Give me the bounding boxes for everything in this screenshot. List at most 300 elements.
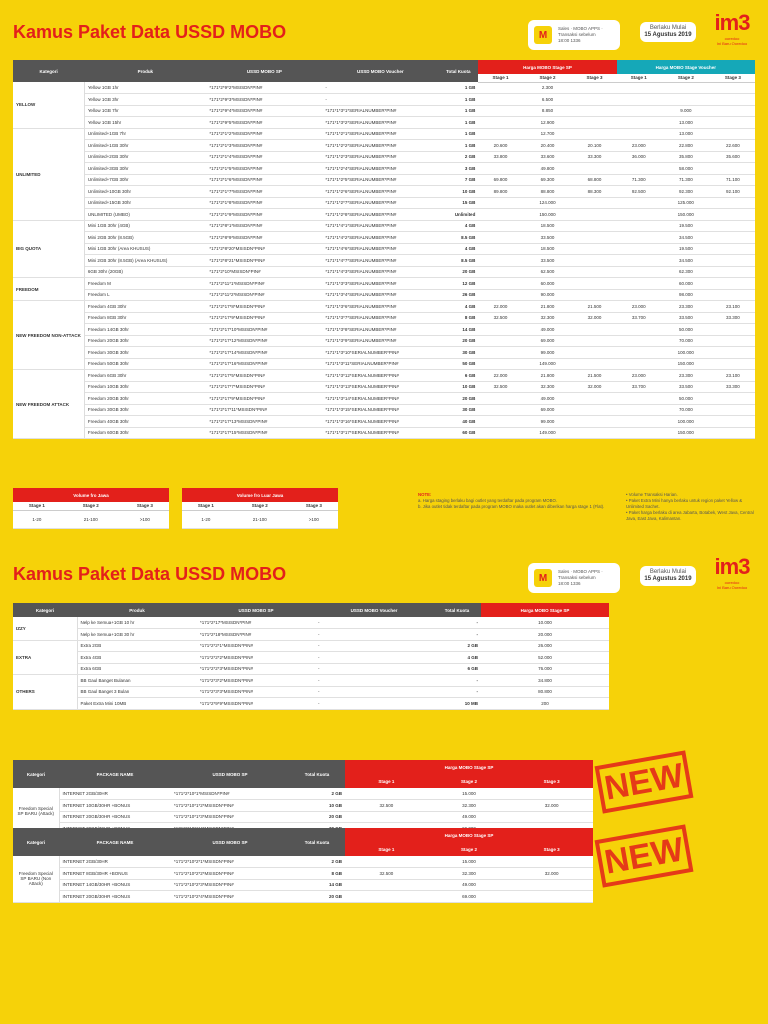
ussd-voucher-cell: *171*1*2*3*SERIALNUMBER*PIN#: [322, 151, 438, 163]
price-cell-s2: 15.000: [428, 788, 511, 800]
s1-col-ussd-sp: USSD MOBO SP: [171, 760, 289, 788]
table-row: [13, 140, 755, 152]
table-row: [13, 652, 609, 664]
price-cell-s2: 21.800: [523, 370, 573, 382]
produk-cell: Yellow 1GB 15hr: [84, 117, 206, 129]
price-cell-v3: [711, 105, 755, 117]
price-cell-s1: [478, 117, 522, 129]
kuota-cell: 15 GB: [438, 197, 478, 209]
ussd-sp-cell: *171*2*8*21*MSISDN*PIN#: [206, 255, 322, 267]
package-name-cell: INTERNET 14GB/30HR +BONUS: [59, 879, 171, 891]
price-cell-s3: [510, 788, 593, 800]
produk-cell: Mini 2GB 30hr (8.5GB): [84, 232, 206, 244]
price-cell-s1: [478, 255, 522, 267]
table-row: [13, 686, 609, 698]
price-cell-s1: 22.000: [478, 370, 522, 382]
price-cell-v1: 33.700: [617, 381, 661, 393]
kuota-cell: 7 GB: [438, 174, 478, 186]
price-cell-s2: 124.000: [523, 197, 573, 209]
price-cell-v1: [617, 94, 661, 106]
notes-block: [418, 492, 614, 510]
package-name-cell: INTERNET 10GB/30HR +BONUS: [59, 800, 171, 812]
price-cell-s1: [478, 220, 522, 232]
price-cell-v3: 22.600: [711, 140, 755, 152]
volume-jawa-title: Volume fro Jawa: [13, 488, 169, 502]
price-cell-s1: [478, 94, 522, 106]
price-cell-s2: 49.000: [523, 324, 573, 336]
price-cell-v1: 33.700: [617, 312, 661, 324]
vj-stage3-header: Stage 3: [121, 502, 169, 510]
produk-cell: Freedom 20GB 30hr: [84, 335, 206, 347]
ussd-sp-cell: *171*2*1*8*MSISDN*PIN#: [206, 197, 322, 209]
ussd-voucher-cell: *171*1*3*7*SERIALNUMBER*PIN#: [322, 312, 438, 324]
price-cell-s1: [478, 289, 522, 301]
ussd-voucher-cell: *171*1*3*8*SERIALNUMBER*PIN#: [322, 324, 438, 336]
ussd-voucher-cell: -: [315, 663, 433, 675]
price-cell-v2: 92.300: [661, 186, 711, 198]
price-cell-s3: 32.000: [510, 800, 593, 812]
price-cell-s1: [478, 324, 522, 336]
kuota-cell: -: [433, 617, 481, 629]
category-cell: EXTRA: [13, 640, 77, 675]
ussd-voucher-cell: *171*1*3*9*SERIALNUMBER*PIN#: [322, 335, 438, 347]
s1-col-package: PACKAGE NAME: [59, 760, 171, 788]
price-cell-s3: [572, 82, 616, 94]
package-name-cell: INTERNET 2GB/30HR: [59, 856, 171, 868]
produk-cell: Unlimited+7GB 30hr: [84, 174, 206, 186]
produk-cell: Nelp ke Semua+1GB 10 hr: [77, 617, 197, 629]
kuota-cell: 20 GB: [438, 393, 478, 405]
ussd-sp-cell: *171*2*10*2*3*MSISDN*PIN#: [171, 879, 289, 891]
price-cell-s2: 18.500: [523, 220, 573, 232]
s1-stage3: Stage 3: [510, 774, 593, 788]
table-row: [13, 94, 755, 106]
table-row: [13, 675, 609, 687]
s2-col-package: PACKAGE NAME: [59, 828, 171, 856]
ussd-voucher-cell: -: [315, 686, 433, 698]
price-cell: 20.000: [481, 629, 609, 641]
ussd-voucher-cell: *171*1*2*7*SERIALNUMBER*PIN#: [322, 197, 438, 209]
ussd-sp-cell: *171*2*9*4*MSISDN*PIN#: [206, 105, 322, 117]
brand-tag: Ini Baru Ooredoo: [716, 41, 748, 46]
p2-col-produk: Produk: [77, 603, 197, 617]
ussd-sp-cell: *171*2*17*15*MSISDN*PIN#: [206, 427, 322, 439]
produk-cell: BB Gaul Banget Bulanan: [77, 675, 197, 687]
produk-cell: Unlimited+10GB 30hr: [84, 186, 206, 198]
price-cell-s1: [478, 163, 522, 175]
price-cell-s1: [478, 347, 522, 359]
table-row: [13, 209, 755, 221]
price-cell-s3: [572, 266, 616, 278]
price-cell-s1: 32.500: [478, 381, 522, 393]
price-cell-v2: 150.000: [661, 427, 711, 439]
kuota-cell: 4 GB: [438, 301, 478, 313]
price-cell-v1: [617, 209, 661, 221]
price-cell-s1: [345, 879, 428, 891]
s1-col-harga: Harga MOBO Stage SP: [345, 760, 593, 774]
kuota-cell: 2 GB: [289, 856, 345, 868]
table-row: [13, 335, 755, 347]
price-cell-s3: [572, 416, 616, 428]
kuota-cell: -: [433, 675, 481, 687]
price-cell: 80.800: [481, 686, 609, 698]
ussd-voucher-cell: *171*1*3*2*SERIALNUMBER*PIN#: [322, 117, 438, 129]
price-cell-s1: [345, 856, 428, 868]
price-cell-v1: [617, 243, 661, 255]
table-row: [13, 640, 609, 652]
ussd-sp-cell: *171*2*8*1*MSISDN*PIN#: [206, 220, 322, 232]
freedom-special-attack-table: [13, 760, 593, 835]
s2-col-kategori: Kategori: [13, 828, 59, 856]
ussd-voucher-cell: *171*1*3*1*SERIALNUMBER*PIN#: [322, 105, 438, 117]
bullet-note-3: • Paket harga berlaku di area Jabarta, Botabek, West Java, Central Java, East Java, Kalimantan.: [626, 510, 754, 521]
price-cell: 26.000: [481, 640, 609, 652]
price-cell-v2: 100.000: [661, 347, 711, 359]
price-cell-s3: [572, 105, 616, 117]
volume-jawa-table: [13, 488, 169, 529]
price-cell-v1: [617, 128, 661, 140]
price-cell-s2: 49.000: [523, 393, 573, 405]
kuota-cell: 3 GB: [438, 163, 478, 175]
price-cell-v3: [711, 347, 755, 359]
ussd-sp-cell: *171*2*1*4*MSISDN*PIN#: [206, 151, 322, 163]
note-a: a. Harga staging berlaku bagi outlet yang terdaftar pada program MOBO.: [418, 498, 558, 503]
price-cell-v2: 19.500: [661, 220, 711, 232]
price-cell-s1: 33.800: [478, 151, 522, 163]
ussd-sp-cell: *171*2*10*1*3*MSISDN*PIN#: [171, 811, 289, 823]
ussd-sp-cell: *171*2*17*9*MSISDN*PIN#: [206, 393, 322, 405]
kuota-cell: 40 GB: [438, 416, 478, 428]
price-cell-v1: 23.000: [617, 301, 661, 313]
price-cell-v2: 58.000: [661, 163, 711, 175]
ussd-sp-cell: *171*2*2*1*MSISDN*PIN#: [197, 640, 315, 652]
price-cell-v3: [711, 255, 755, 267]
ussd-voucher-cell: *171*1*4*3*SERIALNUMBER*PIN#: [322, 266, 438, 278]
table-row: [13, 370, 755, 382]
price-cell-v1: [617, 220, 661, 232]
price-cell-s3: [572, 163, 616, 175]
freedom-special-nonattack-table: [13, 828, 593, 903]
kuota-cell: 14 GB: [438, 324, 478, 336]
table-row: [13, 197, 755, 209]
kuota-cell: 14 GB: [289, 879, 345, 891]
page2-im3-brand-logo: [704, 554, 760, 590]
ussd-voucher-cell: *171*1*2*8*SERIALNUMBER*PIN#: [322, 209, 438, 221]
produk-cell: Freedom 40GB 30hr: [84, 416, 206, 428]
produk-cell: Freedom 30GB 30hr: [84, 347, 206, 359]
category-cell: Freedom Special SP BARU (Attack): [13, 788, 59, 834]
price-cell-v1: [617, 335, 661, 347]
price-cell-v2: 125.000: [661, 197, 711, 209]
table-row: [13, 186, 755, 198]
price-cell-s1: [345, 811, 428, 823]
package-name-cell: INTERNET 8GB/30HR +BONUS: [59, 868, 171, 880]
table-row: [13, 698, 609, 710]
ussd-voucher-cell: -: [315, 640, 433, 652]
price-cell-s3: 21.500: [572, 301, 616, 313]
price-cell-v3: [711, 232, 755, 244]
ussd-sp-cell: *171*2*10*2*1*MSISDN*PIN#: [171, 856, 289, 868]
price-cell-v1: [617, 393, 661, 405]
vl-stage3-value: >100: [290, 510, 338, 528]
price-cell-s3: [572, 358, 616, 370]
ussd-voucher-cell: *171*1*4*6*SERIALNUMBER*PIN#: [322, 243, 438, 255]
price-cell-v3: [711, 393, 755, 405]
price-cell-v3: 33.300: [711, 381, 755, 393]
price-cell-s1: [478, 335, 522, 347]
table-row: [13, 393, 755, 405]
price-cell-s2: 69.000: [523, 404, 573, 416]
produk-cell: Extra 4GB: [77, 652, 197, 664]
kuota-cell: Unlimited: [438, 209, 478, 221]
col-produk: Produk: [84, 60, 206, 82]
price-cell-s2: 49.000: [428, 879, 511, 891]
ussd-sp-cell: *171*2*1*3*MSISDN*PIN#: [206, 140, 322, 152]
ussd-voucher-cell: *171*1*3*12*SERIALNUMBER*PIN#: [322, 370, 438, 382]
page2-mobo-logo-box: [528, 563, 620, 593]
price-cell-s2: 69.300: [523, 174, 573, 186]
price-cell-v1: [617, 266, 661, 278]
table-row: [13, 381, 755, 393]
table-row: [13, 232, 755, 244]
price-cell-v2: 150.000: [661, 209, 711, 221]
price-cell-v2: 19.500: [661, 243, 711, 255]
price-cell-s2: 33.500: [523, 232, 573, 244]
ussd-sp-cell: *171*2*11*2*MSISDN*PIN#: [206, 289, 322, 301]
price-cell-s3: [572, 393, 616, 405]
paket-table-page1: [13, 60, 755, 439]
price-cell-v3: [711, 289, 755, 301]
price-cell-s2: 88.800: [523, 186, 573, 198]
price-cell-s2: 49.800: [523, 163, 573, 175]
price-cell-s1: 69.800: [478, 174, 522, 186]
price-cell-v2: 71.300: [661, 174, 711, 186]
page2-title: Kamus Paket Data USSD MOBO: [13, 564, 287, 584]
price-cell-v3: [711, 128, 755, 140]
price-cell: 10.000: [481, 617, 609, 629]
price-cell-s2: 20.400: [523, 140, 573, 152]
price-cell-v3: [711, 82, 755, 94]
price-cell-v2: 33.500: [661, 312, 711, 324]
table-row: [13, 811, 593, 823]
p2-col-harga-sp: Harga MOBO Stage SP: [481, 603, 609, 617]
ussd-sp-cell: *171*2*17*9*MSISDN*PIN#: [206, 312, 322, 324]
price-cell-s3: 88.300: [572, 186, 616, 198]
price-cell-v2: 13.000: [661, 117, 711, 129]
ussd-voucher-cell: -: [322, 94, 438, 106]
ussd-voucher-cell: *171*1*3*17*SERIALNUMBER*PIN#: [322, 427, 438, 439]
category-cell: Freedom Special SP BARU (Non Attack): [13, 856, 59, 902]
kuota-cell: 12 GB: [438, 278, 478, 290]
table-row: [13, 404, 755, 416]
category-cell: UNLIMITED: [13, 128, 84, 220]
kuota-cell: 8 GB: [438, 312, 478, 324]
vj-stage3-value: >100: [121, 510, 169, 528]
price-cell-v1: [617, 82, 661, 94]
ussd-sp-cell: *171*2*17*10*MSISDN*PIN#: [206, 324, 322, 336]
brand-sub: ooredoo: [724, 36, 740, 41]
price-cell-s2: 21.800: [523, 301, 573, 313]
table-row: [13, 301, 755, 313]
price-cell-v3: [711, 427, 755, 439]
produk-cell: Mini 1GB 30hr (4GB): [84, 220, 206, 232]
kuota-cell: -: [433, 629, 481, 641]
p2-col-kategori: Kategori: [13, 603, 77, 617]
p2-col-ussd-sp: USSD MOBO SP: [197, 603, 315, 617]
ussd-sp-cell: *171*2*17*11*MSISDN*PIN#: [206, 404, 322, 416]
ussd-sp-cell: *171*2*2*2*MSISDN*PIN#: [197, 652, 315, 664]
kuota-cell: 10 GB: [438, 381, 478, 393]
s2-col-kuota: Total Kuota: [289, 828, 345, 856]
price-cell-v1: [617, 255, 661, 267]
kuota-cell: 2 GB: [433, 640, 481, 652]
ussd-voucher-cell: *171*1*2*2*SERIALNUMBER*PIN#: [322, 140, 438, 152]
price-cell-s1: [478, 358, 522, 370]
price-cell-s1: [478, 404, 522, 416]
volume-luar-jawa-table: [182, 488, 338, 529]
vl-stage3-header: Stage 3: [290, 502, 338, 510]
produk-cell: UNLIMITED (UMBO): [84, 209, 206, 221]
price-cell-s1: [478, 393, 522, 405]
ussd-sp-cell: *171*2*17*12*MSISDN*PIN#: [206, 335, 322, 347]
category-cell: NEW FREEDOM NON-ATTACK: [13, 301, 84, 370]
ussd-voucher-cell: *171*1*3*10*SERIALNUMBER*PIN#: [322, 347, 438, 359]
price-cell-v3: [711, 266, 755, 278]
price-cell-s3: [572, 209, 616, 221]
price-cell-v1: 92.500: [617, 186, 661, 198]
price-cell-v3: [711, 404, 755, 416]
category-cell: YELLOW: [13, 82, 84, 128]
price-cell-s3: [572, 324, 616, 336]
kuota-cell: 2 GB: [438, 151, 478, 163]
price-cell-v1: [617, 324, 661, 336]
new-stamp: NEW: [595, 750, 694, 813]
price-cell-v1: [617, 404, 661, 416]
produk-cell: 6GB 30hr (20GB): [84, 266, 206, 278]
s2-stage2: Stage 2: [428, 842, 511, 856]
kuota-cell: 10 GB: [289, 800, 345, 812]
produk-cell: Unlimited+3GB 30hr: [84, 163, 206, 175]
table-row: [13, 416, 755, 428]
price-cell-s1: [478, 197, 522, 209]
kuota-cell: 8.5 GB: [438, 232, 478, 244]
table-row: [13, 255, 755, 267]
vj-stage2-value: 21-100: [61, 510, 121, 528]
price-cell-s3: [572, 335, 616, 347]
produk-cell: Freedom 8GB 30hr: [84, 312, 206, 324]
volume-luar-title: Volume fro Luar Jawa: [182, 488, 338, 502]
price-cell-v1: [617, 358, 661, 370]
bullet-note-1: • Volume Transaksi Harian.: [626, 492, 678, 497]
page2-effective-date-value: 15 Agustus 2019: [644, 576, 692, 582]
vj-stage2-header: Stage 2: [61, 502, 121, 510]
price-cell-v3: 71.100: [711, 174, 755, 186]
ussd-voucher-cell: *171*1*3*14*SERIALNUMBER*PIN#: [322, 393, 438, 405]
ussd-sp-cell: *171*2*18*MSISDN*PIN#: [197, 629, 315, 641]
produk-cell: Freedom 14GB 30hr: [84, 324, 206, 336]
table-row: [13, 117, 755, 129]
col-total-kuota: Total Kuota: [438, 60, 478, 82]
price-cell-v2: 98.000: [661, 289, 711, 301]
s2-col-ussd-sp: USSD MOBO SP: [171, 828, 289, 856]
price-cell-s3: 32.000: [572, 312, 616, 324]
price-cell: 34.800: [481, 675, 609, 687]
price-cell-v3: [711, 278, 755, 290]
price-cell-v2: 50.000: [661, 324, 711, 336]
price-cell-s3: [510, 879, 593, 891]
produk-cell: BB Gaul Banget 3 Bulan: [77, 686, 197, 698]
table-row: [13, 220, 755, 232]
produk-cell: Freedom 50GB 30hr: [84, 358, 206, 370]
price-cell-s3: [572, 278, 616, 290]
price-cell-v1: [617, 232, 661, 244]
price-cell-s2: 49.000: [428, 811, 511, 823]
ussd-voucher-cell: *171*1*4*2*SERIALNUMBER*PIN#: [322, 232, 438, 244]
price-cell-s2: 15.000: [428, 856, 511, 868]
price-cell-s3: 68.800: [572, 174, 616, 186]
price-cell-v2: 50.000: [661, 393, 711, 405]
col-v-stage3: Stage 3: [711, 74, 755, 82]
price-cell-s2: 99.000: [523, 347, 573, 359]
price-cell-v1: [617, 278, 661, 290]
page2-mobo-logo-text: Sales · MOBO APPS · Transaksi sebelum 18:00 1336: [558, 569, 603, 586]
produk-cell: Yellow 1GB 7hr: [84, 105, 206, 117]
ussd-sp-cell: *171*2*10*1*MSISDN*PIN#: [171, 788, 289, 800]
bullet-note-2: • Paket Extra Mini hanya berlaku untuk region paket Yellow & Unlimited Sachet.: [626, 498, 743, 509]
notes-title: NOTE:: [418, 492, 432, 497]
kuota-cell: 1 GB: [438, 82, 478, 94]
price-cell-v2: 22.800: [661, 140, 711, 152]
col-ussd-voucher: USSD MOBO Voucher: [322, 60, 438, 82]
ussd-sp-cell: *171*2*17*16*MSISDN*PIN#: [206, 358, 322, 370]
price-cell-s1: [345, 891, 428, 903]
col-sp-stage3: Stage 3: [572, 74, 616, 82]
price-cell-s3: [572, 94, 616, 106]
price-cell-v3: [711, 243, 755, 255]
kuota-cell: 1 GB: [438, 94, 478, 106]
price-cell-s2: 69.000: [428, 891, 511, 903]
package-name-cell: INTERNET 20GB/30HR +BONUS: [59, 891, 171, 903]
price-cell-v2: [661, 82, 711, 94]
price-cell-s1: 32.500: [345, 800, 428, 812]
col-v-stage2: Stage 2: [661, 74, 711, 82]
price-cell-s2: 32.300: [428, 800, 511, 812]
price-cell-s2: 8.850: [523, 105, 573, 117]
ussd-sp-cell: *171*2*17*MSISDN*PIN#: [197, 617, 315, 629]
ussd-sp-cell: *171*2*17*13*MSISDN*PIN#: [206, 416, 322, 428]
price-cell-v2: 70.000: [661, 404, 711, 416]
price-cell-s1: [478, 266, 522, 278]
kuota-cell: 10 GB: [438, 186, 478, 198]
ussd-voucher-cell: *171*1*3*3*SERIALNUMBER*PIN#: [322, 278, 438, 290]
vj-stage1-header: Stage 1: [13, 502, 61, 510]
brand-name: im3: [714, 10, 750, 35]
ussd-voucher-cell: *171*1*3*13*SERIALNUMBER*PIN#: [322, 381, 438, 393]
produk-cell: Mini 2GB 30hr (8.5GB) (Area KHUSUS): [84, 255, 206, 267]
price-cell-v3: 33.300: [711, 312, 755, 324]
ussd-sp-cell: *171*2*1*2*MSISDN*PIN#: [206, 128, 322, 140]
price-cell-v2: 23.300: [661, 370, 711, 382]
category-cell: OTHERS: [13, 675, 77, 710]
price-cell-v2: 60.000: [661, 278, 711, 290]
col-sp-stage1: Stage 1: [478, 74, 522, 82]
vl-stage1-header: Stage 1: [182, 502, 230, 510]
kuota-cell: 1 GB: [438, 128, 478, 140]
price-cell-s3: 20.100: [572, 140, 616, 152]
price-cell-s3: 32.000: [572, 381, 616, 393]
ussd-voucher-cell: -: [315, 617, 433, 629]
price-cell-s3: [572, 347, 616, 359]
